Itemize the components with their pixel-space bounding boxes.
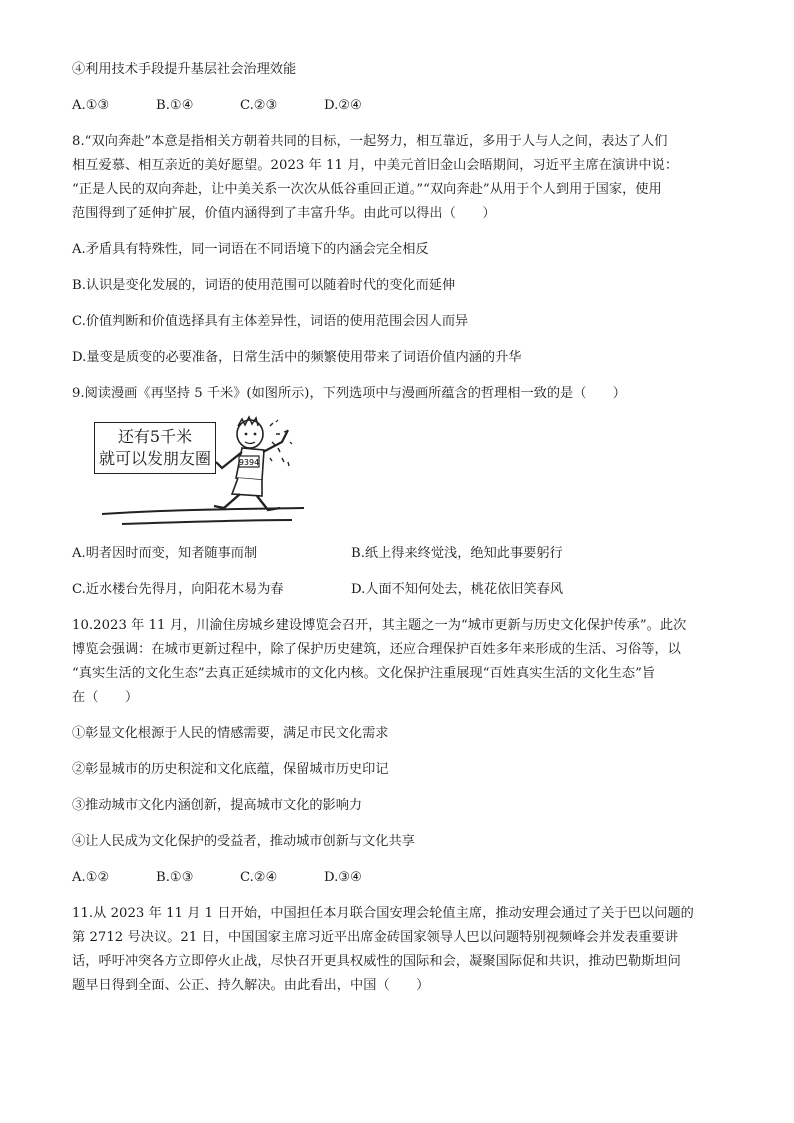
q10-option-a: A.①② [72, 870, 110, 885]
q9-options-row-1 [72, 542, 724, 566]
q10-option-b: B.①③ [156, 870, 194, 885]
q10-stem [72, 614, 724, 710]
q10-stem-line: 博览会强调：在城市更新过程中，除了保护历史建筑，还应合理保护百姓多年来形成的生活、习俗等，以 [72, 642, 681, 657]
q8-stem [72, 130, 724, 226]
q8-stem-line: 范围得到了延伸扩展，价值内涵得到了丰富升华。由此可以得出（ ） [72, 206, 496, 221]
q7-option-b: B.①④ [156, 98, 194, 113]
q10-stem-line: 10.2023 年 11 月，川渝住房城乡建设博览会召开，其主题之一为“城市更新与历史文化保护传承”。此次 [72, 618, 687, 633]
comic-sign [94, 422, 216, 474]
bib-number: 9394 [238, 458, 260, 467]
q8-option-a: A.矛盾具有特殊性，同一词语在不同语境下的内涵会完全相反 [72, 242, 429, 257]
comic-sign-line-2: 就可以发朋友圈 [98, 449, 211, 468]
q10-item-4: ④让人民成为文化保护的受益者，推动城市创新与文化共享 [72, 834, 415, 849]
q10-stem-line: 在（ ） [72, 690, 139, 705]
q11-stem-line: 11.从 2023 年 11 月 1 日开始，中国担任本月联合国安理会轮值主席，推动安理会通过了关于巴以问题的 [72, 906, 694, 921]
q11-stem-line: 话，呼吁冲突各方立即停火止战，尽快召开更具权威性的国际和会，凝聚国际促和共识，推动巴勒斯坦问 [72, 954, 681, 969]
q7-options [72, 94, 724, 118]
q8-stem-line: “正是人民的双向奔赴，让中美关系一次次从低谷重回正道。”“双向奔赴”从用于个人到用于国家，使用 [72, 182, 662, 197]
q10-item-1: ①彰显文化根源于人民的情感需要，满足市民文化需求 [72, 726, 389, 741]
q9-stem: 9.阅读漫画《再坚持 5 千米》(如图所示)，下列选项中与漫画所蕴含的哲理相一致的是（ ） [72, 386, 626, 401]
q11-stem-line: 第 2712 号决议。21 日，中国国家主席习近平出席金砖国家领导人巴以问题特别视频峰会并发表重要讲 [72, 930, 679, 945]
q8-stem-line: 8.“双向奔赴”本意是指相关方朝着共同的目标，一起努力，相互靠近，多用于人与人之间，表达了人们 [72, 134, 668, 149]
q9-options-row-2 [72, 578, 724, 602]
q9-option-a: A.明者因时而变，知者随事而制 [72, 546, 258, 561]
q10-item-3: ③推动城市文化内涵创新，提高城市文化的影响力 [72, 798, 363, 813]
q7-option-d: D.②④ [324, 98, 362, 113]
q8-option-d: D.量变是质变的必要准备，日常生活中的频繁使用带来了词语价值内涵的升华 [72, 350, 522, 365]
q7-option-c: C.②③ [240, 98, 278, 113]
comic-illustration [92, 412, 314, 534]
q10-options [72, 866, 724, 890]
q8-option-c: C.价值判断和价值选择具有主体差异性，词语的使用范围会因人而异 [72, 314, 469, 329]
q9-option-b: B.纸上得来终觉浅，绝知此事要躬行 [351, 546, 563, 561]
q7-option-a: A.①③ [72, 98, 110, 113]
q9-option-d: D.人面不知何处去，桃花依旧笑春风 [351, 582, 564, 597]
q10-option-c: C.②④ [240, 870, 278, 885]
q9-option-c: C.近水楼台先得月，向阳花木易为春 [72, 582, 284, 597]
q10-stem-line: “真实生活的文化生态”去真正延续城市的文化内核。文化保护注重展现“百姓真实生活的文化生态”旨 [72, 666, 656, 681]
q7-item-4: ④利用技术手段提升基层社会治理效能 [72, 62, 297, 77]
q8-option-b: B.认识是变化发展的，词语的使用范围可以随着时代的变化而延伸 [72, 278, 456, 293]
comic-sign-line-1: 还有5千米 [117, 427, 193, 446]
q8-stem-line: 相互爱慕、相互亲近的美好愿望。2023 年 11 月，中美元首旧金山会晤期间，习近平主席在演讲中说： [72, 158, 679, 173]
exam-page [72, 58, 724, 998]
q11-stem [72, 902, 724, 998]
q11-stem-line: 题早日得到全面、公正、持久解决。由此看出，中国（ ） [72, 978, 430, 993]
q10-item-2: ②彰显城市的历史积淀和文化底蕴，保留城市历史印记 [72, 762, 389, 777]
q10-option-d: D.③④ [324, 870, 362, 885]
